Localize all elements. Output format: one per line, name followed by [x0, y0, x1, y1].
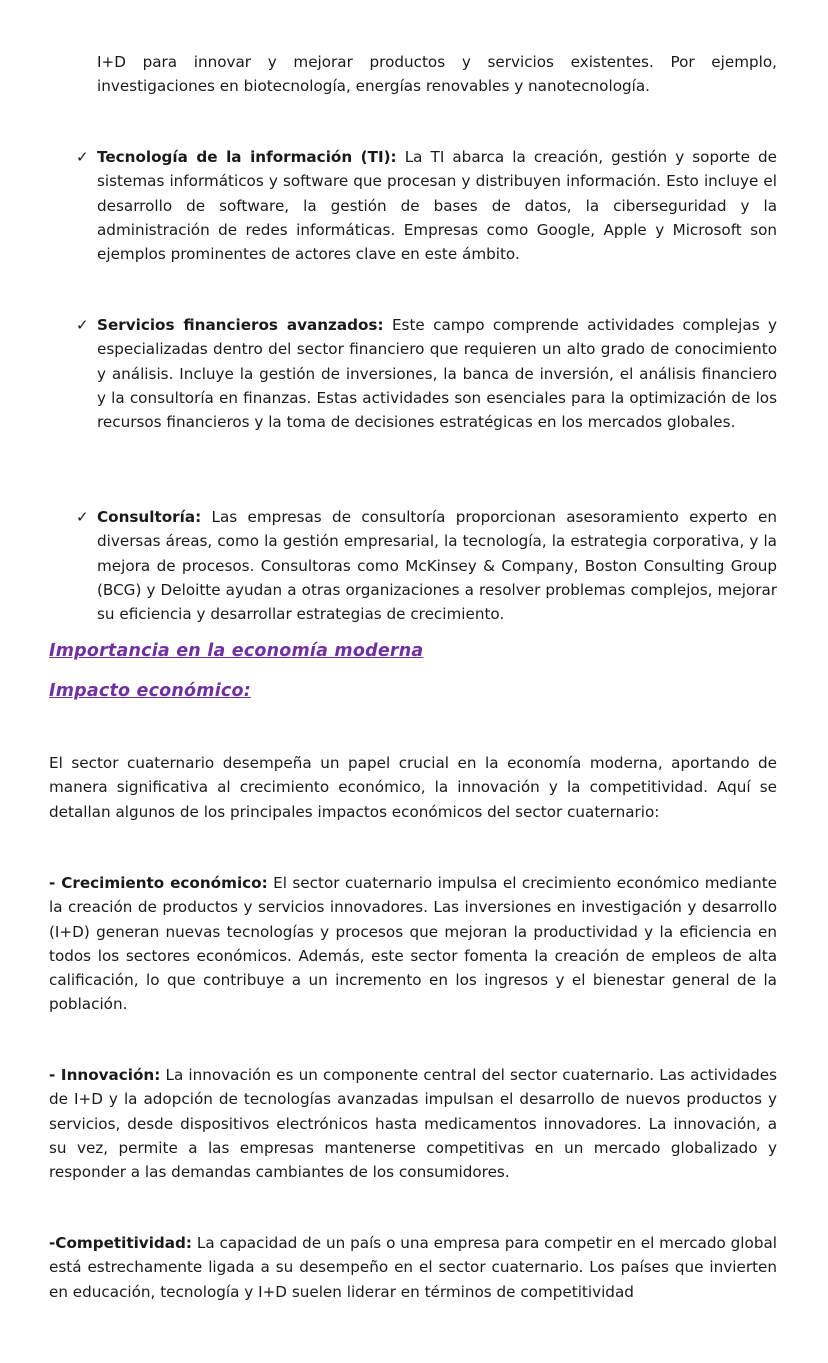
impact-text: La innovación es un componente central del sector cuaternario. Las actividades de I+D y la adopción de tecnologías avanzadas impulsan el desarrollo de nuevos productos y servicios, desde dispositivos electrónicos hasta medicamentos innovadores. La innovación, a su vez, permite a las empresas mantenerse competitivas en un mercado globalizado y responder a las demandas cambiantes de los consumidores.: [49, 1066, 778, 1182]
bullet-text: Este campo comprende actividades complejas y especializadas dentro del sector financiero que requieren un alto grado de conocimiento y análisis. Incluye la gestión de inversiones, la banca de inversión, el análisis financiero y la consultoría en finanzas. Estas actividades son esenciales para la optimización de los recursos financieros y la toma de decisiones estratégicas en los mercados globales.: [97, 316, 777, 432]
section-heading: Importancia en la economía moderna: [49, 641, 424, 661]
bullet-term: Consultoría:: [97, 508, 202, 526]
bullet-text: Las empresas de consultoría proporcionan asesoramiento experto en diversas áreas, como la gestión empresarial, la tecnología, la estrategia corporativa, y la mejora de procesos. Consultoras como McKinsey & Company, Boston Consulting Group (BCG) y Deloitte ayudan a otras organizaciones a resolver problemas complejos, mejorar su eficiencia y desarrollar estrategias de crecimiento.: [97, 508, 777, 624]
bullet-item-consulting: [97, 505, 777, 626]
bullet-term: Tecnología de la información (TI):: [97, 148, 397, 166]
impact-term: -Competitividad:: [49, 1234, 192, 1252]
impact-competitiveness-paragraph: [49, 1231, 777, 1304]
impact-term: - Innovación:: [49, 1066, 161, 1084]
bullet-item-finance: [97, 313, 777, 434]
checkmark-icon: ✓: [76, 148, 89, 166]
impact-growth-paragraph: [49, 871, 777, 1017]
checkmark-icon: ✓: [76, 508, 89, 526]
section-intro-paragraph: El sector cuaternario desempeña un papel crucial en la economía moderna, aportando de manera significativa al crecimiento económico, la innovación y la competitividad. Aquí se detallan algunos de los principales impactos económicos del sector cuaternario:: [49, 754, 777, 821]
subsection-heading: Impacto económico:: [49, 681, 251, 701]
bullet-text: La TI abarca la creación, gestión y soporte de sistemas informáticos y software que procesan y distribuyen información. Esto incluye el desarrollo de software, la gestión de bases de datos, la ciberseguridad y la administración de redes informáticas. Empresas como Google, Apple y Microsoft son ejemplos prominentes de actores clave en este ámbito.: [97, 148, 777, 264]
bullet-term: Servicios financieros avanzados:: [97, 316, 384, 334]
bullet-item-ti: [97, 145, 777, 266]
impact-text: La capacidad de un país o una empresa para competir en el mercado global está estrechamente ligada a su desempeño en el sector cuaternario. Los países que invierten en educación, tecnología y I+D suelen liderar en términos de competitividad: [49, 1234, 777, 1301]
impact-text: El sector cuaternario impulsa el crecimiento económico mediante la creación de productos y servicios innovadores. Las inversiones en investigación y desarrollo (I+D) generan nuevas tecnologías y procesos que mejoran la productividad y la eficiencia en todos los sectores económicos. Además, este sector fomenta la creación de empleos de alta calificación, lo que contribuye a un incremento en los ingresos y el bienestar general de la población.: [49, 874, 777, 1014]
intro-tail-paragraph: I+D para innovar y mejorar productos y servicios existentes. Por ejemplo, investigaciones en biotecnología, energías renovables y nanotecnología.: [97, 53, 777, 96]
checkmark-icon: ✓: [76, 316, 89, 334]
impact-innovation-paragraph: [49, 1063, 777, 1184]
impact-term: - Crecimiento económico:: [49, 874, 268, 892]
